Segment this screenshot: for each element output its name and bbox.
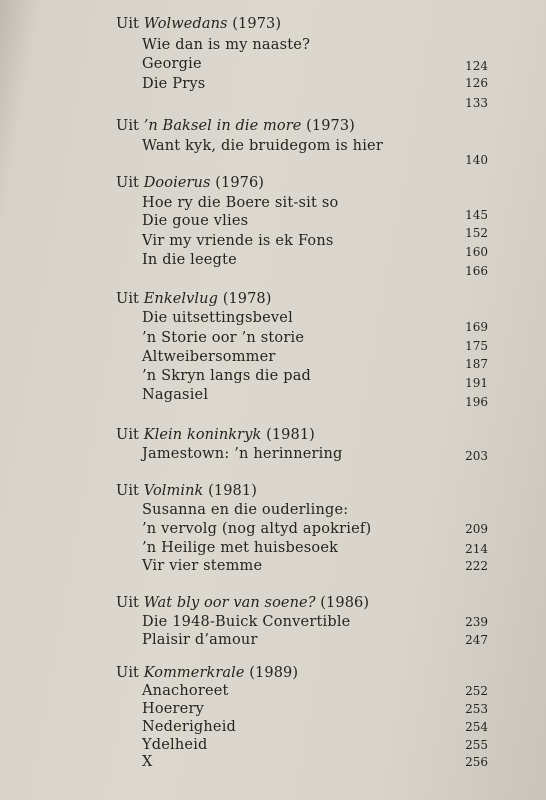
toc-entry: ’n Heilige met huisbesoek — [142, 540, 339, 556]
page-number: 253 — [465, 702, 488, 716]
toc-entry: Die 1948-Buick Convertible — [142, 614, 351, 630]
toc-entry: Altweibersommer — [142, 349, 276, 365]
toc-entry: Nederigheid — [142, 719, 237, 735]
page-number: 175 — [465, 339, 488, 353]
section-title — [116, 15, 281, 33]
page-number: 247 — [465, 633, 488, 647]
page-number: 166 — [465, 264, 488, 278]
collection-title: ’n Baksel in die more — [143, 118, 302, 134]
page-number: 255 — [465, 738, 488, 752]
section-year: (1973) — [301, 118, 355, 134]
section-prefix: Uit — [116, 291, 144, 307]
section-prefix: Uit — [116, 427, 144, 443]
toc-entry: Ydelheid — [142, 737, 208, 753]
collection-title: Volmink — [143, 483, 204, 499]
section-title — [116, 482, 257, 500]
page-number: 239 — [465, 615, 488, 629]
page-number: 209 — [465, 522, 488, 536]
section-year: (1986) — [315, 595, 370, 611]
page-number: 169 — [465, 320, 488, 334]
section-year: (1981) — [203, 483, 257, 499]
toc-entry: Hoe ry die Boere sit-sit so — [142, 195, 339, 211]
toc-entry: Nagasiel — [142, 387, 209, 403]
page-number: 252 — [465, 684, 488, 698]
section-year: (1989) — [244, 665, 299, 681]
page-number: 222 — [465, 559, 488, 573]
section-prefix: Uit — [116, 118, 144, 134]
collection-title: Kommerkrale — [143, 665, 245, 681]
section-year: (1976) — [210, 175, 265, 191]
section-year: (1978) — [217, 291, 272, 307]
page-number: 214 — [465, 542, 488, 556]
page-number: 256 — [465, 755, 488, 769]
toc-entry: Georgie — [142, 56, 202, 72]
page-number: 196 — [465, 395, 488, 409]
toc-entry: Die uitsettingsbevel — [142, 310, 293, 326]
section-prefix: Uit — [116, 483, 144, 499]
section-year: (1973) — [227, 16, 282, 32]
toc-entry: ’n Skryn langs die pad — [142, 368, 312, 384]
toc-entry: Plaisir d’amour — [142, 632, 258, 648]
page-number: 203 — [465, 449, 488, 463]
toc-entry: Susanna en die ouderlinge: — [142, 502, 349, 518]
toc-entry: Wie dan is my naaste? — [142, 37, 311, 53]
page-number: 152 — [465, 226, 488, 240]
section-prefix: Uit — [116, 175, 144, 191]
collection-title: Klein koninkryk — [143, 427, 262, 443]
section-title — [116, 174, 264, 192]
page-number: 124 — [465, 59, 488, 73]
section-prefix: Uit — [116, 16, 144, 32]
page-number: 145 — [465, 208, 488, 222]
collection-title: Dooierus — [143, 175, 211, 191]
page-number: 160 — [465, 245, 488, 259]
toc-entry: ’n Storie oor ’n storie — [142, 330, 305, 346]
section-title — [116, 117, 355, 135]
page-number: 140 — [465, 153, 488, 167]
section-prefix: Uit — [116, 665, 144, 681]
collection-title: Wolwedans — [143, 16, 228, 32]
page-number: 187 — [465, 357, 488, 371]
section-year: (1981) — [261, 427, 315, 443]
toc-entry: Anachoreet — [142, 683, 229, 699]
toc-entry: Vir vier stemme — [142, 558, 263, 574]
toc-entry: Hoerery — [142, 701, 204, 717]
section-title — [116, 594, 369, 612]
section-title — [116, 290, 272, 308]
toc-entry: X — [142, 754, 153, 770]
page-number: 133 — [465, 96, 488, 110]
collection-title: Wat bly oor van soene? — [143, 595, 316, 611]
toc-entry: Jamestown: ’n herinnering — [142, 446, 343, 462]
section-title — [116, 664, 298, 682]
section-title — [116, 426, 315, 444]
page-number: 191 — [465, 376, 488, 390]
section-prefix: Uit — [116, 595, 144, 611]
toc-entry: Die goue vlies — [142, 213, 249, 229]
toc-entry: Vir my vriende is ek Fons — [142, 233, 334, 249]
page-number: 254 — [465, 720, 488, 734]
toc-entry: Want kyk, die bruidegom is hier — [142, 138, 383, 154]
toc-entry: ’n vervolg (nog altyd apokrief) — [142, 521, 372, 537]
page-number: 126 — [465, 76, 488, 90]
collection-title: Enkelvlug — [143, 291, 218, 307]
toc-entry: In die leegte — [142, 252, 237, 268]
toc-entry: Die Prys — [142, 76, 206, 92]
